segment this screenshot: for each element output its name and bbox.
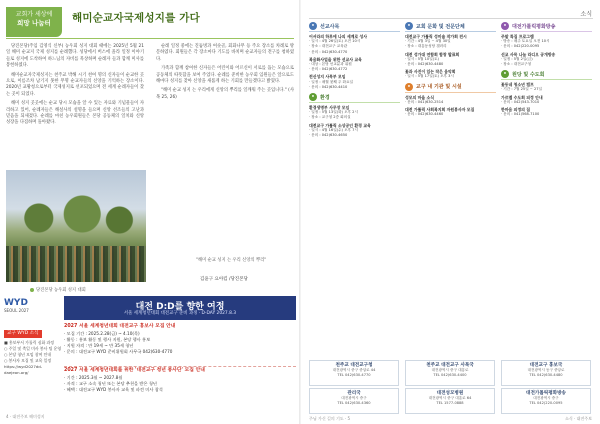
box-divider [64,366,296,367]
news-entry-line: · 장소 : 교구청 2층 회의실 [309,115,351,120]
photo-trees [14,194,138,234]
section-header [405,83,496,93]
byline: 김윤구 요아킴 /당진본당 [200,277,248,282]
news-entry-line: · 문의 : 042)630-4772 [309,67,348,72]
group-photo [6,170,146,282]
photo-caption [30,287,86,293]
news-entry [309,57,400,73]
contact-line1: 대전광역시 중구 대흥로 [431,368,469,372]
news-entry [501,34,592,50]
news-entry-line: · 일정 : 5월 13일(화) 오후 2시 [309,110,358,115]
news-entry-line: · 장소 : 대전교구청 [501,62,532,67]
section-header [309,93,400,103]
news-entry-line: · 문의 : 042)630-4480 [405,62,444,67]
contact-box [309,360,399,386]
recruit-line: · 문의 : 대전교구 WYD 준비위원회 사무국 042)630-4770 [64,349,173,354]
news-entry [309,123,400,139]
contact-name: 관리국 [347,391,361,396]
news-entry-title: 어서라의 하루에 나의 세계로 성사 [309,34,368,39]
recruit-line: · 활동 : 홍보 활동 및 행사 지원, 본당 행사 홍보 [64,337,151,342]
news-section [501,22,592,67]
caption-bullet-icon [30,288,34,292]
recruit-line: · 모집 기간 : 2025.2.28(금) ~ 4.10(목) [64,331,140,336]
news-column-1 [309,22,400,141]
news-entry-line: · 대상 : 본당 선교분과 위원 [309,62,352,67]
news-entry-line: · 문의 : 042)630-4650 [309,133,348,138]
contact-box [405,360,495,386]
list-item: ■ 홍보부서 가톨릭 심화 과정 [4,340,54,345]
contact-line1: 대전광역시 중구 [533,396,559,400]
recruit-box-1-header: 2027 서울 세계청년대회 대전교구 홍보사 모집 안내 [64,324,176,329]
recruit-line: · 기간 : 2025.3월 ~ 2027.8월 [64,375,123,380]
news-entry-title: 대전교구 가톨릭 성미술 작가회 전시 [405,34,467,39]
right-page [301,0,600,424]
contact-line1: 대전광역시 동구 중앙로 [527,368,565,372]
news-entry [405,95,496,105]
section-bullet-icon: • [501,22,509,30]
recruit-box-2-header: 2027 서울 세계청년대회를 위한 '대전교구 청년 봉사단' 모집 안내 [64,368,205,373]
news-entry-line: · 기간 : 4월 3일 ~ 4월 30일 [405,39,451,44]
news-entry [405,69,496,79]
section-title: 원당 및 수도회 [512,71,545,78]
contact-line2: TEL 042)630-4480 [529,373,563,377]
news-entry-title: 주말 특집 프로그램 [501,34,534,39]
contact-box [501,360,591,386]
news-entry-title: 가르멜 수도회 피정 안내 [501,94,543,100]
news-entry [309,74,400,90]
paragraph: 가족과 함께 참여한 신자들은 어린이와 어르신이 서로를 돕는 모습으로 공동체의 따뜻함을 보여 주었다. 순례를 준비한 농우회 임원들은 앞으로도 해마다 성지를 찾아 신앙을 새롭게 하는 기회를 만들겠다고 밝혔다. [156,66,294,85]
news-column-3 [501,22,592,120]
header-divider [309,18,593,19]
section-bullet-icon: • [405,83,413,91]
section-header [405,22,496,32]
news-entry-line: · 일정 : 5월 2일(금) [501,56,533,61]
left-page [0,0,298,424]
news-column-2 [405,22,496,120]
news-entry [309,105,400,121]
news-entry-line: · 문의 : 042)630-4460 [405,112,444,117]
contact-line1: 대전광역시 중구 [341,396,367,400]
news-entry-line: · 문의 : 042)220-0095 [501,44,540,49]
news-entry-title: 환경생명부 사무장 모임 [309,105,350,111]
section-title: 선교사목 [320,23,340,30]
news-entry [309,34,400,55]
contact-line2: TEL 042)220-0095 [529,401,563,405]
pull-quote: "해미 순교 성지 는 우리 신앙의 뿌리" [196,258,267,263]
news-entry-title: 성모의 마을 소식 [405,94,435,100]
news-entry-line: · 일시 : 5월 10일(토) [405,56,439,61]
news-entry-title: 대전 성가대 연합회 합창 발표회 [405,51,460,57]
wyd-banner [4,296,296,414]
paragraph: 순례 일정 중에는 진둠벙과 여숫골, 회화나무 등 주요 장소를 차례로 방문하였다. 회원들은 각 장소마다 기도를 바치며 순교자들의 전구를 청하였다. [156,44,294,62]
recruit-box-1 [64,324,296,355]
title-divider [6,38,294,39]
article-column-a [6,44,144,130]
section-header [501,70,592,80]
section-bullet-icon: • [309,22,317,30]
section-header [309,22,400,32]
contact-name: 대전성모병원 [436,391,464,396]
dday-title: 대전 D:D를 향한 여정 [135,302,225,312]
wyd-sidebar-title: 교구 WYD 소식 [4,330,42,338]
news-entry [405,52,496,68]
news-entry [405,34,496,50]
contact-name: 천주교 대전교구청 [335,363,373,368]
news-entry-title: 대전 가톨릭 사회복지회 자원봉사자 모집 [405,107,475,113]
recruit-line: · 혜택 : 대전교구 WYD 봉사자 교육 및 파견 미사 참석 [64,387,163,392]
news-section [501,70,592,117]
section-bullet-icon: • [309,93,317,101]
contact-line1: 대전광역시 중구 중앙로 44 [332,368,376,372]
section-title: 대전가톨릭평화방송 [512,23,556,30]
news-entry-line: · 방송 : 매주 토요일 오전 10시 [501,39,550,44]
contact-name: 대전교구 홍보국 [529,363,563,368]
contact-line2: TEL 042)630-4400 [433,373,467,377]
photo-crowd [6,246,146,282]
news-entry-title: 선교 사목 나눔 라디오 공개방송 [501,51,556,57]
category-line1: 교회가 세상에 [15,11,53,18]
paragraph: 해미순교자국제성지는 천주교 박해 시기 천여 명의 신자들이 순교한 곳으로, 이름조차 남기지 못한 무명 순교자들의 신앙을 기억하는 장소이다. 2020년 교황청으로부터 국제성지로 선포되었으며 전 세계 순례자들이 찾는 곳이 되었다. [6,72,144,97]
recruit-box-2 [64,368,296,393]
paragraph: 해미 성지 곳곳에는 순교 당시 모습을 알 수 있는 자료와 기념물들이 자리하고 있어, 순례자들은 해설사의 설명을 들으며 신앙 선조들의 고난과 믿음을 되새겼다. 순례를 마친 농우회원들은 본당 공동체의 일치와 신앙 성장을 다짐하며 돌아왔다. [6,101,144,126]
news-entry-line: · 장소 : 대흥동성당 갤러리 [405,44,447,49]
wyd-link[interactable]: https://wyd2027dd-daejeon.org/ [4,364,43,375]
news-section [405,83,496,118]
article-column-b [156,44,294,104]
news-section [309,22,400,90]
news-entry-line: · 문의 : 042)543-7010 [501,99,540,104]
article-title: 해미순교자국제성지를 가다 [72,12,200,24]
news-entry-title: 복음화사업을 위한 선교사 교육 [309,56,362,62]
paragraph: 당진본당(주임 김영식 신부) 농우회 성지 대회 때에는 2025년 5월 21일 해미 순교지 국제 성지를 순례했다. 성당에서 버스에 올라 일정 이야기들로 성지에 도착하여 하느님의 자비를 묵상하며 순례자 들과 함께 미사를 봉헌하였다. [6,44,144,69]
dday-header [64,296,296,320]
contact-name: 천주교 대전교구 사목국 [426,363,474,368]
section-title: 환경 [320,94,330,101]
section-title: 교구 내 기관 및 시설 [416,84,462,91]
news-entry [501,82,592,92]
news-entry-title: 꽃과 사진이 있는 작은 음악회 [405,69,456,75]
news-entry-line: · 일시 : 5월 17일(토) 오후 3시 [405,74,454,79]
wyd-logo [4,298,50,330]
right-footer-right: 소식 · 대전주보 [565,416,592,421]
paragraph: "해미 순교 성지 는 우리에게 신앙의 뿌리를 일깨워 주는 곳입니다." (사목 25, 26) [156,88,294,100]
list-item: ○ 본당 청년 모임 참여 안내 [4,352,52,357]
dday-subtitle: 서울 세계청년대회 대전교구 준비 과정 · D-DAY 2027.8.3 [123,311,237,316]
news-entry-line: · 문의 : 041)630-2514 [405,99,444,104]
section-bullet-icon: • [501,70,509,78]
contact-box [501,388,591,414]
section-header [501,22,592,32]
left-footer: 4 · 대전주보 해미성지 [6,414,45,419]
contact-line2: TEL 1577-0888 [436,401,464,405]
wyd-logo-text: WYD [4,298,28,308]
contact-boxes [309,360,593,416]
section-title: 교회 문화 및 전문단체 [416,23,465,30]
page-label: 소식 [580,11,592,18]
news-entry-title: 한마음 피정의 집 [501,107,531,113]
contact-name: 대전가톨릭평화방송 [526,391,566,396]
contact-line2: TEL 042)630-4770 [337,373,371,377]
news-entry-line: · 일시 : 4월 26일(토) 오전 10시 [309,39,361,44]
section-bullet-icon: • [405,22,413,30]
contact-box [309,388,399,414]
contact-box [405,388,495,414]
news-entry-line: · 문의 : 042)630-4410 [309,84,348,89]
recruit-line: · 자격 : 교구 소속 청년 또는 본당 추천을 받은 청년 [64,381,157,386]
wyd-sidebar [4,330,62,410]
photo-caption-text: 당진본당 농우회 성지 대회 [36,288,86,293]
news-entry-title: 꽃동네 청소년 캠프 [501,82,534,88]
category-line2: 희망 나눔터 [17,19,51,27]
wyd-logo-sub: SEOUL 2027 [4,308,29,313]
news-entry-line: · 일정 : 매월 첫째 주 화요일 [309,79,353,84]
category-tab [6,7,62,37]
contact-line2: TEL 042)630-4360 [337,401,371,405]
news-entry [405,107,496,117]
news-section [405,22,496,80]
news-entry-line: · 문의 : 042)630-4770 [309,49,348,54]
news-entry-line: · 문의 : 041)568-7100 [501,112,540,117]
news-entry-line: · 일시 : 4월 16일(수) 오후 7시 [309,127,358,132]
right-footer-left: 주님 가신 길의 기도 · 5 [309,416,351,421]
list-item: ○ 주일 및 축일 미사 봉사 팀 운영 [4,346,62,351]
news-entry-title: 전신성지 사목부 모임 [309,74,346,80]
news-entry-title: 대전교구 가톨릭 소상공인 환경 교육 [309,122,371,128]
news-entry [501,95,592,105]
recruit-line: · 지원 자격 : 만 19세 ~ 만 35세 청년 [64,343,134,348]
news-entry-line: · 장소 : 대전교구 교육관 [309,44,348,49]
list-item: ○ 봉사자 모집 및 교육 일정 [4,358,52,363]
news-entry [501,107,592,117]
news-entry-line: · 기간 : 7월 25일 ~ 27일 [501,87,543,92]
news-section [309,93,400,138]
news-entry [501,52,592,68]
contact-line1: 대전광역시 중구 대흥로 64 [428,396,472,400]
